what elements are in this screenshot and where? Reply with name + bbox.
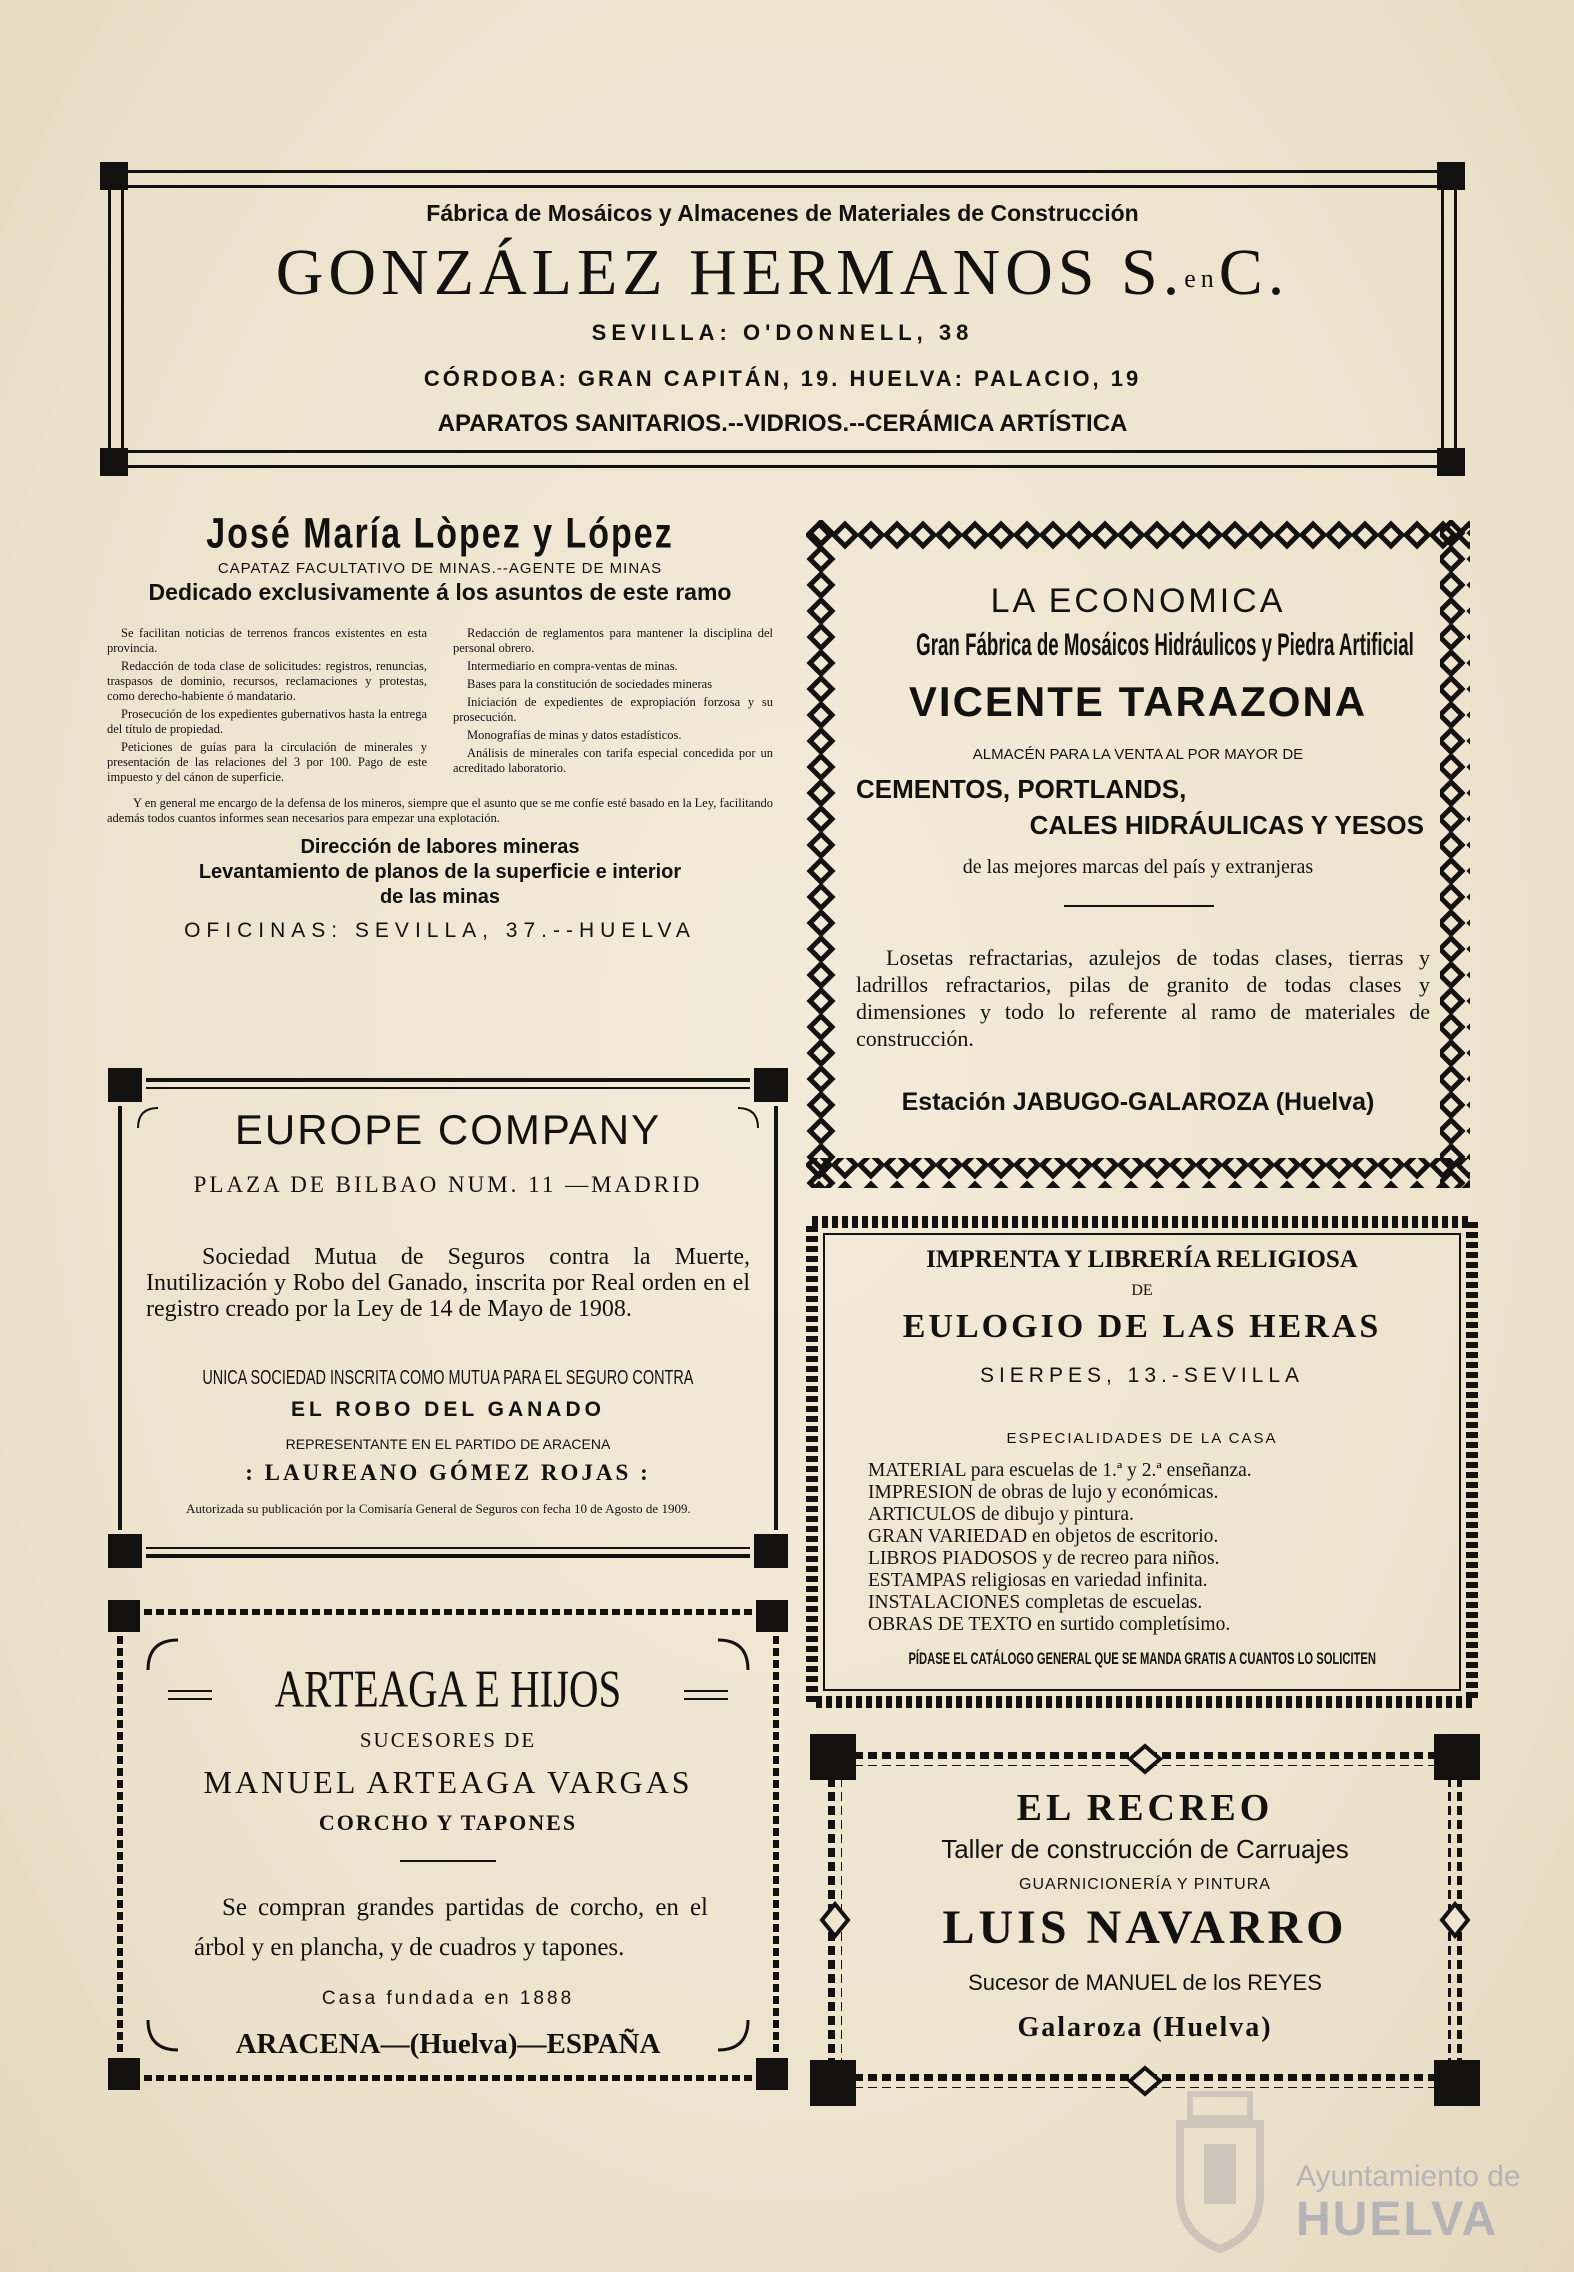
recreo-successor: Sucesor de MANUEL de los REYES (968, 1970, 1322, 1995)
arteaga-successors: SUCESORES DE (359, 1728, 537, 1752)
arteaga-body: Se compran grandes partidas de corcho, en el árbol y en plancha, y de cuadros y tapones. (194, 1894, 708, 1961)
economica-body: Losetas refractarias, azulejos de todas clases, tierras y ladrillos refractarios, pilas de granito de todas clases y dimensiones y todo lo referente al ramo de materiales de construcción. (856, 945, 1430, 1051)
economica-owner: VICENTE TARAZONA (908, 678, 1368, 725)
europe-body: Sociedad Mutua de Seguros contra la Muerte, Inutilización y Robo del Ganado, inscrita por Real orden en el registro creado por la Ley de 14 de Mayo de 1908. (146, 1244, 750, 1322)
products-line: APARATOS SANITARIOS.--VIDRIOS.--CERÁMICA ARTÍSTICA (437, 410, 1128, 437)
specialty-item: MATERIAL para escuelas de 1.ª y 2.ª enseñanza. (868, 1460, 1252, 1481)
services-col-2 (453, 626, 773, 788)
lopez-ad (95, 510, 785, 1035)
la-economica-ad (806, 520, 1470, 1188)
factory-line: Fábrica de Mosáicos y Almacenes de Materiales de Construcción (426, 200, 1139, 226)
heras-items (868, 1460, 1448, 1636)
lopez-survey-1: Levantamiento de planos de la superficie e interior (198, 861, 682, 883)
lopez-direction: Dirección de labores mineras (300, 836, 580, 858)
service-item: Redacción de toda clase de solicitudes: registros, renuncias, traspasos de dominio, recursos, reclamaciones y protestas, como derecho-habiente ó mandatario. (107, 659, 427, 703)
arteaga-products: CORCHO Y TAPONES (318, 1810, 578, 1835)
europe-address: PLAZA DE BILBAO NUM. 11 —MADRID (193, 1172, 703, 1197)
europe-title: EUROPE COMPANY (234, 1106, 662, 1153)
watermark-line-2: HUELVA (1296, 2193, 1499, 2246)
heras-ad (806, 1216, 1478, 1708)
arteaga-founded: Casa fundada en 1888 (321, 1988, 575, 2009)
flourish-divider (1064, 905, 1214, 907)
recreo-trades: GUARNICIONERÍA Y PINTURA (1019, 1876, 1271, 1893)
lopez-title: CAPATAZ FACULTATIVO DE MINAS.--AGENTE DE MINAS (217, 560, 663, 577)
services-col-1 (107, 626, 427, 788)
specialty-item: OBRAS DE TEXTO en surtido completísimo. (868, 1614, 1231, 1635)
service-item: Se facilitan noticias de terrenos francos existentes en esta provincia. (107, 626, 427, 655)
company-name (130, 236, 1435, 309)
heras-catalog: PÍDASE EL CATÁLOGO GENERAL QUE SE MANDA GRATIS A CUANTOS LO SOLICITEN (908, 1648, 1376, 1668)
specialty-item: IMPRESION de obras de lujo y económicas. (868, 1482, 1219, 1503)
heras-specialties: ESPECIALIDADES DE LA CASA (1006, 1430, 1278, 1447)
specialty-item: INSTALACIONES completas de escuelas. (868, 1592, 1203, 1613)
heras-title: IMPRENTA Y LIBRERÍA RELIGIOSA (926, 1246, 1358, 1273)
lopez-name: José María Lòpez y López (206, 510, 674, 558)
lopez-offices: OFICINAS: SEVILLA, 37.--HUELVA (184, 919, 696, 942)
shield-icon (1160, 2084, 1280, 2254)
specialty-item: LIBROS PIADOSOS y de recreo para niños. (868, 1548, 1220, 1569)
title-rule-left (168, 1690, 212, 1700)
corner-ornament (1437, 162, 1465, 190)
service-item: Análisis de minerales con tarifa especial concedida por un acreditado laboratorio. (453, 746, 773, 775)
gonzalez-hermanos-ad (100, 160, 1465, 478)
corner-ornament (1437, 448, 1465, 476)
recreo-title: EL RECREO (1016, 1787, 1274, 1829)
recreo-owner: LUIS NAVARRO (942, 1901, 1348, 1954)
sevilla-address: SEVILLA: O'DONNELL, 38 (591, 320, 974, 345)
specialty-item: ESTAMPAS religiosas en variedad infinita. (868, 1570, 1208, 1591)
lopez-survey-2: de las minas (379, 886, 501, 908)
economica-products-2: CALES HIDRÁULICAS Y YESOS (1029, 810, 1424, 840)
europe-authorized: Autorizada su publicación por la Comisaría General de Seguros con fecha 10 de Agosto de 1909. (186, 1501, 691, 1516)
corner-ornament (100, 448, 128, 476)
top-rule (100, 170, 1465, 188)
heras-address: SIERPES, 13.-SEVILLA (979, 1364, 1305, 1387)
arteaga-place: ARACENA—(Huelva)—ESPAÑA (235, 2028, 661, 2060)
company-name-c: C. (1218, 236, 1290, 309)
lopez-dedicated: Dedicado exclusivamente á los asuntos de este ramo (148, 579, 732, 605)
europe-agent: : LAUREANO GÓMEZ ROJAS : (245, 1460, 651, 1485)
service-item: Redacción de reglamentos para mantener la disciplina del personal obrero. (453, 626, 773, 655)
service-item: Iniciación de expedientes de expropiación forzosa y su prosecución. (453, 695, 773, 724)
company-name-en: en (1184, 263, 1219, 293)
arteaga-predecessor: MANUEL ARTEAGA VARGAS (203, 1764, 693, 1800)
right-rule (1441, 180, 1457, 458)
europe-only: UNICA SOCIEDAD INSCRITA COMO MUTUA PARA EL SEGURO CONTRA (202, 1366, 694, 1389)
cordoba-huelva-address: CÓRDOBA: GRAN CAPITÁN, 19. HUELVA: PALACIO, 19 (423, 366, 1142, 391)
title-rule-right (684, 1690, 728, 1700)
coat-of-arms-watermark (1160, 2084, 1280, 2254)
service-item: Peticiones de guías para la circulación de minerales y presentación de las relaciones del 3 por 100. Pago de este impuesto y del cánon de superficie. (107, 740, 427, 784)
economica-factory: Gran Fábrica de Mosáicos Hidráulicos y Piedra Artificial (916, 627, 1414, 663)
specialty-item: GRAN VARIEDAD en objetos de escritorio. (868, 1526, 1219, 1547)
corner-ornament (100, 162, 128, 190)
el-recreo-ad (810, 1734, 1480, 2106)
left-rule (108, 180, 124, 458)
lopez-services (95, 626, 785, 788)
europe-robo: EL ROBO DEL GANADO (291, 1398, 605, 1421)
service-item: Intermediario en compra-ventas de minas. (467, 659, 678, 673)
recreo-place: Galaroza (Huelva) (1017, 2012, 1273, 2043)
europe-rep: REPRESENTANTE EN EL PARTIDO DE ARACENA (285, 1436, 611, 1452)
arteaga-ad (108, 1600, 788, 2090)
watermark-line-1: Ayuntamiento de (1296, 2160, 1521, 2193)
service-item: Prosecución de los expedientes gubernativos hasta la entrega del título de propiedad. (107, 707, 427, 736)
lopez-general: Y en general me encargo de la defensa de los mineros, siempre que el asunto que se me confíe esté basado en la Ley, facilitando además todos cuantos informes sean necesarios para empezar una explotación. (107, 796, 773, 825)
flourish-divider (400, 1860, 496, 1862)
bottom-rule (100, 450, 1465, 468)
heras-name: EULOGIO DE LAS HERAS (902, 1308, 1382, 1345)
company-name-text: GONZÁLEZ HERMANOS S. (275, 236, 1185, 309)
recreo-workshop: Taller de construcción de Carruajes (941, 1834, 1349, 1864)
economica-brands: de las mejores marcas del país y extranjeras (962, 856, 1314, 878)
specialty-item: ARTICULOS de dibujo y pintura. (868, 1504, 1134, 1525)
heras-de: DE (1131, 1282, 1153, 1299)
service-item: Bases para la constitución de sociedades mineras (467, 677, 713, 691)
economica-title: LA ECONOMICA (990, 582, 1286, 620)
europe-company-ad (108, 1068, 788, 1568)
service-item: Monografías de minas y datos estadísticos. (467, 728, 682, 742)
economica-store: ALMACÉN PARA LA VENTA AL POR MAYOR DE (972, 746, 1304, 763)
arteaga-title: ARTEAGA E HIJOS (274, 1660, 622, 1719)
economica-station: Estación JABUGO-GALAROZA (Huelva) (901, 1088, 1375, 1116)
economica-products-1: CEMENTOS, PORTLANDS, (856, 774, 1187, 804)
